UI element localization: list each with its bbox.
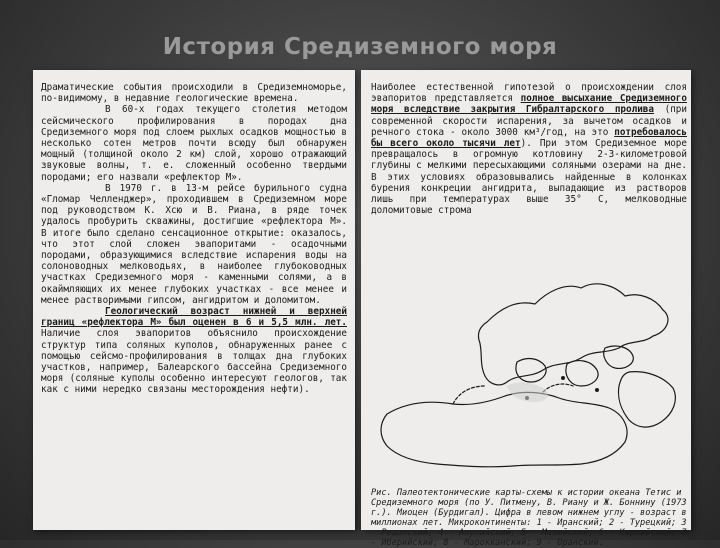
arabia-coastline xyxy=(618,372,675,427)
hypothesis-text-2: (при современной скорости испарения, за вычетом осадков и речного стока - около 3000 км³/год, на это xyxy=(371,104,687,138)
left-text-body xyxy=(41,82,347,396)
paragraph-seismic: В 60-х годах текущего столетия методом сейсмического профилирования в породах дна Средиземного моря под слоем рыхлых осадков мощностью в несколько сотен метров почти всюду был обнаружен мощный (толщиной около 2 км) слой, хорошо отражающий звуковые волны, т. е. сложенный особенно твердыми породами; его назвали «рефлектор М». xyxy=(41,104,347,183)
paragraph-age xyxy=(41,306,347,396)
age-highlight: Геологический возраст нижней и верхней границ «рефлектора М» был оценен в 6 и 5,5 млн. лет. xyxy=(41,306,347,329)
right-text-body xyxy=(371,82,687,216)
paragraph-intro: Драматические события происходили в Средиземноморье, по-видимому, в недавние геологические времена. xyxy=(41,82,347,105)
hypothesis-text-1: Наиболее естественной гипотезой о происхождении слоя эвапоритов представляется xyxy=(371,82,687,105)
microplate-outline-2 xyxy=(566,361,598,386)
age-rest: Наличие слоя эвапоритов объяснило происхождение структур типа соляных куполов, обнаруженных ранее с помощью сейсмо-профилирования в толщах дна глубоких участков, например, Балеарского бассейна Средиземного моря (соляные куполы особенно интересуют геологов, так как с ними нередко связаны месторождения нефти). xyxy=(41,328,347,396)
microplate-outline-3 xyxy=(604,346,634,368)
drying-highlight: полное высыхание Средиземного моря вследствие закрытия Гибралтарского пролива xyxy=(371,93,687,116)
slide-title: История Средиземного моря xyxy=(162,34,558,60)
right-text-panel xyxy=(361,70,691,548)
drill-site-marker xyxy=(595,388,599,392)
sea-margin-line xyxy=(453,386,485,404)
europe-coastline xyxy=(478,284,667,385)
paleotectonic-map xyxy=(367,252,687,484)
drill-site-marker xyxy=(561,376,565,380)
paragraph-drilling: В 1970 г. в 13-м рейсе бурильного судна «Гломар Челленджер», проходившем в Средиземном море под руководством К. Хсю и В. Риана, в ряде точек удалось пробурить скважины, достигшие «рефлектора М». В итоге было сделано сенсационное открытие: оказалось, что этот слой сложен эвапоритами - осадочными породами, образующимися вследствие испарения воды на солоноводных мелководьях, в наиболее глубоководных участках Средиземного моря - каменными солями, а в окаймляющих их менее глубоких участках - все менее и менее растворимыми гипсом, ангидритом и доломитом. xyxy=(41,182,347,306)
thousand-years-highlight: потребовалось бы всего около тысячи лет xyxy=(371,126,687,150)
figure-caption: Рис. Палеотектонические карты-схемы к истории океана Тетис и Средиземного моря (по У. Питмену, В. Риану и Ж. Боннину (1973 г.). Миоцен (Бурдигал). Цифра в левом нижнем углу - возраст в миллионах лет. Микроконтиненты: 1 - Иранский; 2 - Турецкий; 3 - Родопский; 4 - Апулийский; 5 - Мозийский; 6 - Карнийский; 7 - Иберийский; 8 - Марокканский; 9 - Оранский. xyxy=(371,488,687,548)
africa-coastline xyxy=(381,392,627,466)
left-text-panel xyxy=(33,70,355,530)
sea-margin-line-2 xyxy=(543,384,573,392)
paragraph-hypothesis xyxy=(371,82,687,216)
dark-shaded-sea xyxy=(507,382,548,402)
hypothesis-text-3: ). При этом Средиземное море превращалось в огромную котловину 2-3-километровой глубины с мелкими пересыхающими соляными озерами на дне. В этих условиях образовывались найденные в колонках бурения конкреции ангидрита, выпадающие из растворов лишь при температурах выше 35° С, мелководные доломитовые строма xyxy=(371,138,687,217)
